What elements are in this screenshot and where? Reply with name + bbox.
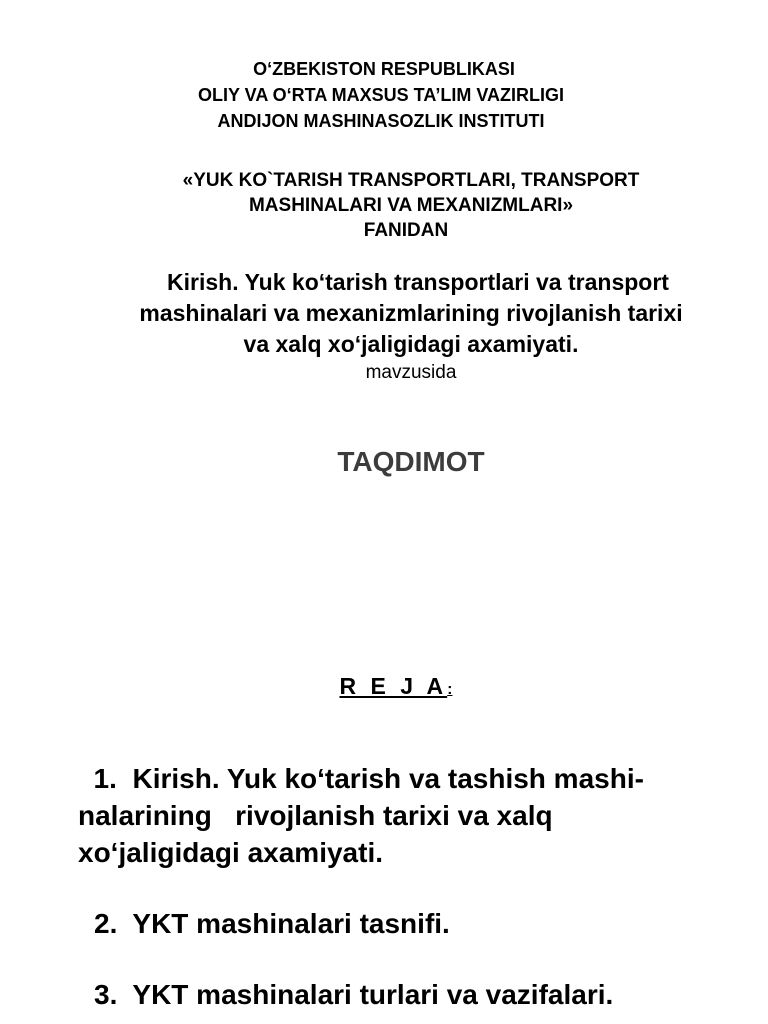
presentation-label: TAQDIMOT xyxy=(337,446,485,477)
plan-heading-text: R E J A xyxy=(339,673,448,699)
topic-line-3: va xalq xo‘jaligidagi axamiyati. xyxy=(243,331,579,357)
plan-heading xyxy=(340,673,453,700)
header-country: O‘ZBEKISTON RESPUBLIKASI xyxy=(253,59,515,79)
plan-item-1-line-1: 1. Kirish. Yuk ko‘tarish va tashish mashi- xyxy=(78,763,644,794)
topic-line-1: Kirish. Yuk ko‘tarish transportlari va transport xyxy=(167,269,669,295)
course-title-line-3: FANIDAN xyxy=(363,220,449,241)
plan-item-1-line-2: nalarining rivojlanish tarixi va xalq xyxy=(78,800,553,831)
plan-item-2-line-1: 2. YKT mashinalari tasnifi. xyxy=(94,908,450,939)
header-institute: ANDIJON MASHINASOZLIK INSTITUTI xyxy=(217,111,545,131)
plan-item-1-line-3: xo‘jaligidagi axamiyati. xyxy=(78,837,384,868)
plan-heading-colon: : xyxy=(447,681,453,698)
course-title-line-1: «YUK KO`TARISH TRANSPORTLARI, TRANSPORT xyxy=(182,170,640,191)
topic-line-2: mashinalari va mexanizmlarining rivojlanish tarixi xyxy=(139,300,683,326)
topic-suffix: mavzusida xyxy=(365,362,457,383)
header-ministry: OLIY VA O‘RTA MAXSUS TA’LIM VAZIRLIGI xyxy=(197,85,565,105)
plan-item-3-line-1: 3. YKT mashinalari turlari va vazifalari. xyxy=(94,979,614,1010)
course-title-line-2: MASHINALARI VA MEXANIZMLARI» xyxy=(248,195,574,216)
